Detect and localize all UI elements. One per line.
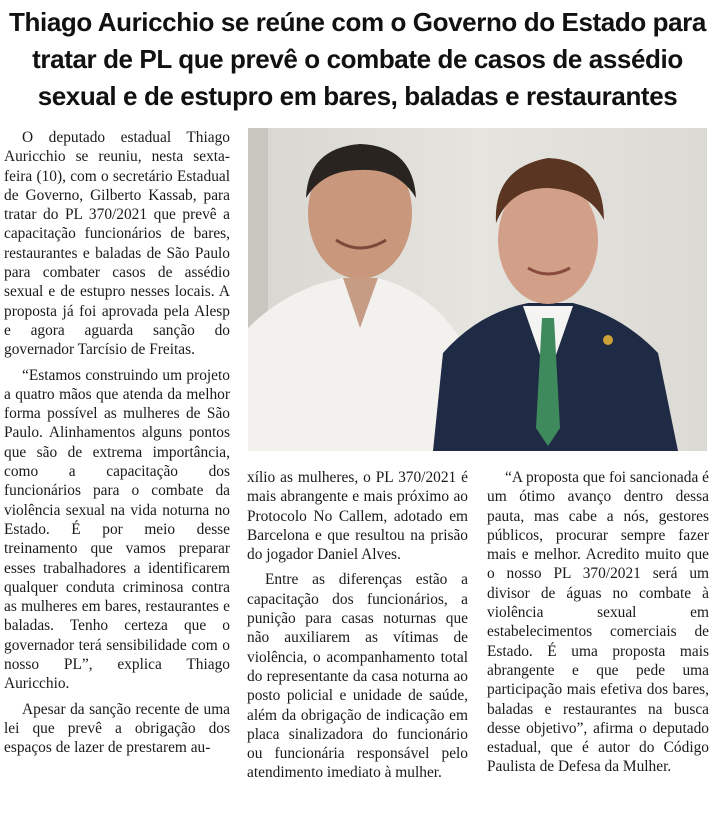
two-men-photo-icon xyxy=(248,128,707,451)
headline-line-2: tratar de PL que prevê o combate de casos de assédio xyxy=(32,44,683,74)
article-column-left xyxy=(4,128,230,764)
paragraph: O deputado estadual Thiago Auricchio se reuniu, nesta sexta-feira (10), com o secretário Estadual de Governo, Gilberto Kassab, para tratar do PL 370/2021 que prevê a capacitação funcionários de bares, restaurantes e baladas de São Paulo para combater casos de assédio sexual e de estupro nesses locais. A proposta já foi aprovada pela Alesp e agora aguarda sanção do governador Tarcísio de Freitas. xyxy=(4,129,230,359)
article-column-middle xyxy=(247,468,468,789)
headline-line-1: Thiago Auricchio se reúne com o Governo do Estado para xyxy=(9,7,706,37)
paragraph: Entre as diferenças estão a capacitação dos funcionários, a punição para casas noturnas que não auxiliarem as vítimas de violência, o acompanhamento total do representante da casa noturna ao posto policial e unidade de saúde, além da obrigação de indicação em placa sinalizadora do funcionário ou funcionária responsável pelo atendimento imediato à mulher. xyxy=(247,571,468,782)
paragraph: “A proposta que foi sancionada é um ótimo avanço dentro dessa pauta, mas cabe a nós, gestores públicos, procurar sempre fazer mais e melhor. Acredito muito que o nosso PL 370/2021 será um divisor de águas no combate à violência sexual em estabelecimentos comerciais de Estado. É uma proposta mais abrangente e que pede uma participação mais efetiva dos bares, baladas e restaurantes na busca desse objetivo”, afirma o deputado estadual, que é autor do Código Paulista de Defesa da Mulher. xyxy=(487,469,709,776)
headline-line-3: sexual e de estupro em bares, baladas e restaurantes xyxy=(37,81,678,111)
article-photo xyxy=(248,128,707,451)
lapel-pin xyxy=(603,335,613,345)
article-column-right xyxy=(487,468,709,783)
paragraph: “Estamos construindo um projeto a quatro mãos que atenda da melhor forma possível as mulheres de São Paulo. Alinhamentos alguns pontos que são de extrema importância, como a capacitação dos funcionários para o combate da violência sexual na vida noturna no Estado. É por meio desse treinamento que vamos preparar esses trabalhadores a identificarem qualquer conduta criminosa contra as mulheres em bares, restaurantes e baladas. Tenho certeza que o governador terá sensibilidade com o nosso PL”, explica Thiago Auricchio. xyxy=(4,366,230,693)
article-headline xyxy=(8,4,707,115)
paragraph: Apesar da sanção recente de uma lei que prevê a obrigação dos espaços de lazer de prestarem au- xyxy=(4,700,230,757)
paragraph: xílio as mulheres, o PL 370/2021 é mais abrangente e mais próximo ao Protocolo No Callem, adotado em Barcelona e que resultou na prisão do jogador Daniel Alves. xyxy=(247,469,468,564)
